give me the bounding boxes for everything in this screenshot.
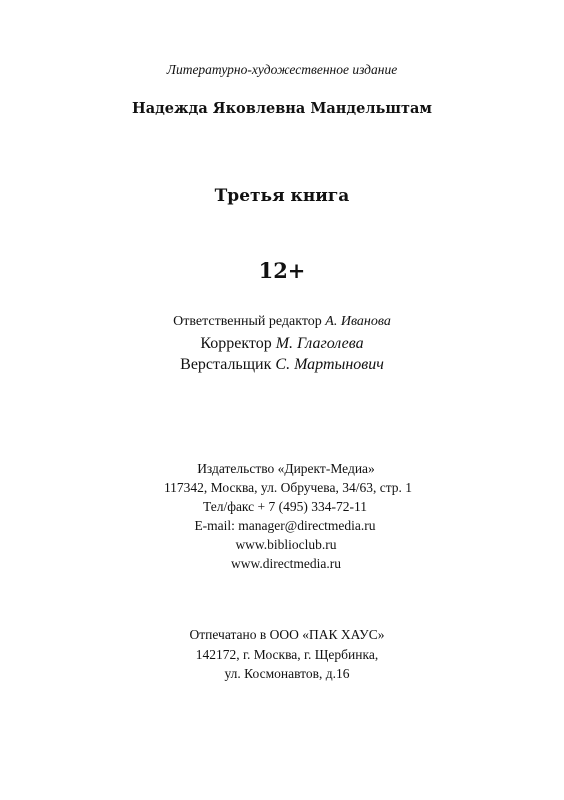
publisher-phone: Тел/факс + 7 (495) 334-72-11: [202, 499, 367, 514]
credit-person: А. Иванова: [325, 314, 391, 329]
author-name: Надежда Яковлевна Мандельштам: [132, 100, 432, 117]
publisher-website-directmedia: www.directmedia.ru: [230, 556, 342, 571]
edition-type: Литературно-художественное издание: [166, 62, 398, 77]
credit-person: М. Глаголева: [275, 335, 364, 352]
credit-role: Корректор: [200, 335, 272, 352]
credit-editor: [0, 314, 564, 330]
publisher-website-biblioclub: www.biblioclub.ru: [235, 537, 337, 552]
credit-role: Верстальщик: [180, 356, 272, 373]
credit-person: С. Мартынович: [275, 356, 384, 373]
publisher-name: Издательство «Директ-Медиа»: [197, 461, 375, 476]
printer-address-street: ул. Космонавтов, д.16: [224, 666, 350, 681]
credit-proofreader: [0, 335, 564, 353]
credit-layout: [0, 356, 564, 374]
publisher-email: E-mail: manager@directmedia.ru: [194, 518, 376, 533]
publisher-address: 117342, Москва, ул. Обручева, 34/63, стр. 1: [163, 480, 413, 495]
credit-role: Ответственный редактор: [173, 314, 322, 329]
printer-name: Отпечатано в ООО «ПАК ХАУС»: [189, 627, 385, 642]
book-title: Третья книга: [214, 186, 350, 206]
age-rating: 12+: [258, 258, 306, 283]
printer-address-city: 142172, г. Москва, г. Щербинка,: [195, 647, 379, 662]
